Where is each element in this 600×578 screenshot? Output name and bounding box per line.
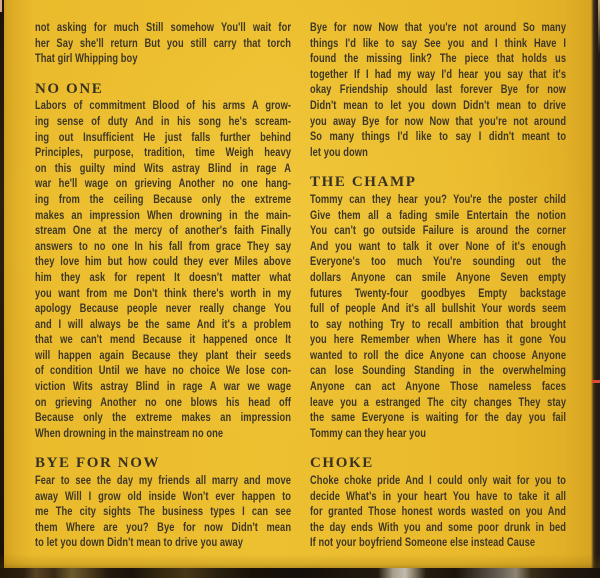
lyrics-line: them Where are you? Bye for now Didn't mean [35,519,292,534]
song-section [35,456,291,551]
lyrics-line: things I'd like to say See you and I think Have I [310,35,567,50]
lyrics-line: Labors of commitment Blood of his arms A grow- [35,98,292,113]
lyrics-line: stream One at the mercy of another's faith Finally [35,223,292,238]
photo-strip [0,568,600,578]
lyrics-line: makes an impression When drowning in the main- [35,207,292,222]
lyrics-line: you here Remember when Where has it gone You [310,332,567,347]
lyrics-line: her Say she'll return But you still carry that torch [35,35,292,50]
lyrics-line: And you want to talk it over None of it's enough [310,238,567,253]
lyrics-line: Everyone's too much You're sounding out the [310,254,567,269]
lyrics-line: wanted to roll the dice Anyone can choose Anyone [310,347,567,362]
page-corner-highlight [0,0,2,12]
lyrics-line: for granted Those honest words wasted on you And [310,504,567,519]
lyrics-line: If not your boyfriend Someone else instead Cause [310,535,536,550]
lyrics-line: found the missing link? The piece that holds us [310,51,567,66]
lyrics-line: him they ask for repent It doesn't matter what [35,269,292,284]
lyrics-line: futures Twenty-four goodbyes Empty backstage [310,285,567,300]
lyrics-column-right [310,20,566,551]
lyrics-line: That girl Whipping boy [35,51,138,66]
lyrics-line: to say nothing Try to recall ambition that brought [310,316,567,331]
lyrics-line: okay Friendship should last forever Bye for now [310,82,567,97]
lyrics-line: let you down [310,144,368,159]
red-registration-mark [592,380,600,383]
lyrics-line: you away Bye for now Now that you're not around [310,113,567,128]
lyrics-line: viction Wits astray Blind in rage A war we wage [35,379,292,394]
lyrics-line: war he'll wage on grieving Another no one hang- [35,176,292,191]
lyrics-line: of condition Until we have no choice We lose con- [35,363,292,378]
lyrics-line: they love him but how could they ever Miles above [35,254,292,269]
lyrics-line: leave you a estranged The city changes They stay [310,394,567,409]
lyrics-line: can lose Sounding Standing in the overwhelming [310,363,567,378]
song-section [310,456,566,551]
lyrics-line: on this guilty mind Wits astray Blind in rage A [35,160,292,175]
lyrics-line: full of people And it's all bullshit Your words seem [310,301,567,316]
lyrics-line: decide What's in your heart You have to take it all [310,488,567,503]
lyrics-line: will happen again Because they plant their seeds [35,347,292,362]
song-section [35,20,291,67]
lyrics-line: Choke choke pride And I could only wait for you to [310,473,567,488]
lyrics-line: away Will I grow old inside Won't ever happen to [35,488,292,503]
lyrics-line: When drowning in the mainstream no one [35,425,224,440]
lyrics-line: Bye for now Now that you're not around So many [310,20,567,34]
song-title: THE CHAMP [310,174,417,191]
song-title: BYE FOR NOW [35,455,161,472]
lyrics-line: not asking for much Still somehow You'll wait for [35,20,292,34]
lyrics-line: answers to no one In his fall from grace They say [35,238,292,253]
lyrics-line: Because only the extreme makes an impression [35,410,292,425]
lyrics-line: Fear to see the day my friends all marry and move [35,473,292,488]
lyrics-line: ing out Insufficient He just falls further behind [35,129,292,144]
lyrics-column-left [35,20,291,551]
lyrics-line: Tommy can they hear you? You're the poster child [310,191,567,206]
lyrics-line: together If I had my way I'd hear you say that it's [310,66,567,81]
lyrics-line: dollars Anyone can smile Anyone Seven empty [310,269,567,284]
lyrics-line: Didn't mean to let you down Didn't mean to drive [310,97,567,112]
lyrics-line: Anyone can act Anyone Those nameless faces [310,379,567,394]
lyrics-line: on grieving Another no one blows his head off [35,394,292,409]
page-left-edge [0,0,4,578]
lyrics-line: ing sense of duty And in his song he's scream- [35,113,292,128]
lyrics-line: you want from me Don't think there's worth in my [35,285,292,300]
lyrics-line: So many things I'd like to say I didn't meant to [310,129,567,144]
page-right-edge [591,0,600,578]
song-title: NO ONE [35,80,104,97]
song-section [35,82,291,442]
lyrics-line: to let you down Didn't mean to drive you away [35,535,244,550]
lyrics-line: Tommy can they hear you [310,425,426,440]
song-title: CHOKE [310,455,374,472]
lyrics-line: You can't go outside Failure is around the corner [310,223,567,238]
song-section [310,175,566,441]
lyrics-line: Principles, purpose, tradition, time Weigh heavy [35,145,292,160]
lyrics-line: and I will always be the same And it's a problem [35,316,292,331]
lyrics-line: the same Everyone is waiting for the day you fail [310,410,567,425]
lyrics-line: Give them all a fading smile Entertain the notion [310,207,567,222]
lyrics-line: ing from the ceiling Because only the extreme [35,191,292,206]
song-section [310,20,566,160]
lyrics-line: apology Because people never really change You [35,301,292,316]
lyrics-line: that we can't mend Because it happened once It [35,332,292,347]
lyrics-line: the day ends With you and some poor drunk in bed [310,519,567,534]
lyrics-line: me The city sights The business types I can see [35,504,292,519]
